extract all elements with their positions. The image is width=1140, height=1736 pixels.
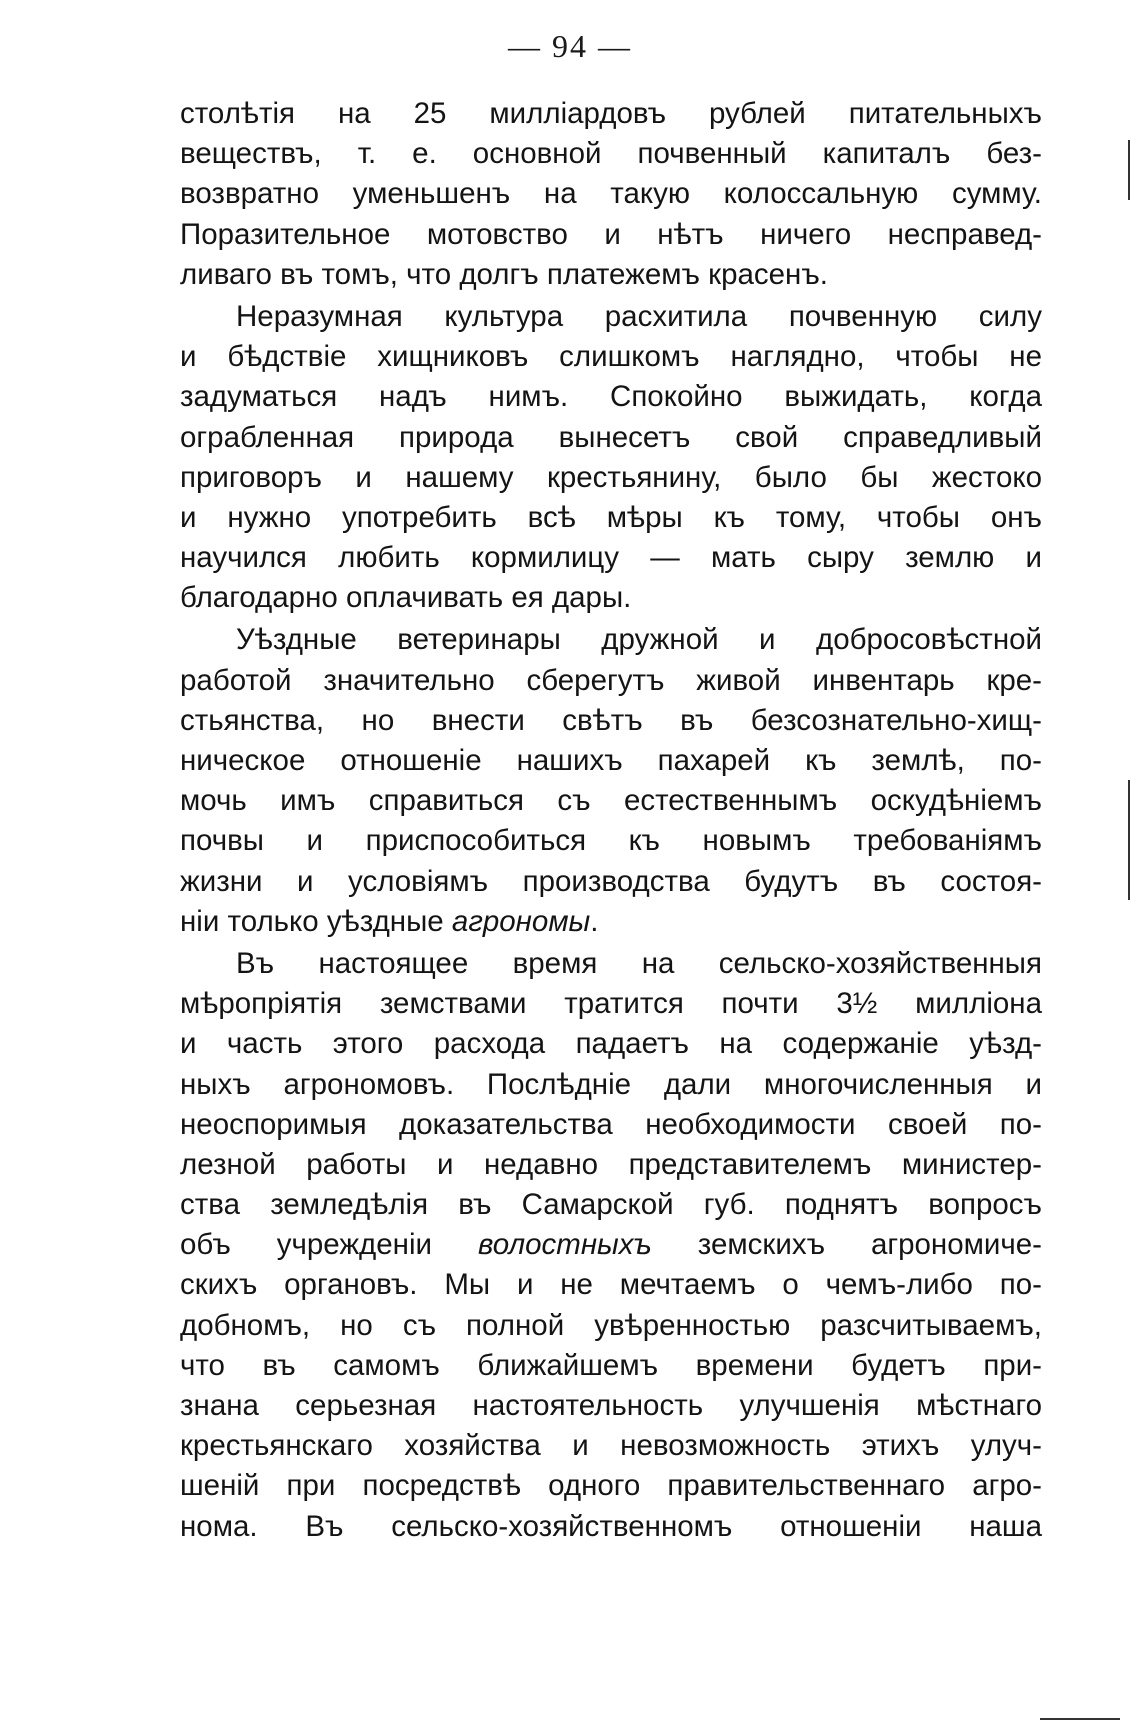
text-line: веществъ, т. е. основной почвенный капиталъ без- [180,137,1042,171]
page-number: — 94 — [508,28,632,64]
text-line: ныхъ агрономовъ. Послѣдніе дали многочисленныя и [180,1067,1042,1101]
text-line: нома. Въ сельско-хозяйственномъ отношеніи наша [180,1509,1042,1543]
text-line: научился любить кормилицу — мать сыру землю и [180,541,1042,575]
text-line: Неразумная культура расхитила почвенную силу [236,299,1042,333]
scan-edge-mark [1128,140,1130,200]
text-line: благодарно оплачивать ея дары. [180,581,632,615]
body-text [180,94,1042,1549]
text-line: крестьянскаго хозяйства и невозможность этихъ улуч- [180,1429,1042,1463]
text-line: Въ настоящее время на сельско-хозяйственныя [236,946,1042,980]
text-line: знана серьезная настоятельность улучшенія мѣстнаго [180,1389,1042,1422]
text-line: почвы и приспособиться къ новымъ требованіямъ [180,824,1042,858]
line-text: . [590,904,599,938]
text-line: ническое отношеніе нашихъ пахарей къ землѣ, по- [180,744,1042,777]
text-line: что въ самомъ ближайшемъ времени будетъ при- [180,1348,1042,1382]
text-line: работой значительно сберегутъ живой инвентарь кре- [180,663,1042,697]
text-line: лезной работы и недавно представителемъ министер- [180,1147,1042,1181]
text-line: задуматься надъ нимъ. Спокойно выжидать, когда [180,380,1042,414]
scan-edge-mark [1040,1718,1120,1720]
text-line: и бѣдствіе хищниковъ слишкомъ наглядно, чтобы не [180,340,1042,374]
text-line: мѣропріятія земствами тратится почти 3½ милліона [180,987,1042,1021]
paragraph [180,620,1042,942]
text-line: Уѣздные ветеринары дружной и добросовѣстной [236,623,1042,657]
text-line: шеній при посредствѣ одного правительственнаго агро- [180,1469,1042,1503]
text-line: ства земледѣлія въ Самарской губ. поднятъ вопросъ [180,1188,1042,1222]
text-line: и часть этого расхода падаетъ на содержаніе уѣзд- [180,1027,1042,1061]
text-line: неоспоримыя доказательства необходимости своей по- [180,1107,1042,1141]
line-text: земскихъ агрономиче- [651,1228,1042,1262]
scan-edge-mark [1128,780,1130,900]
text-line: и нужно употребить всѣ мѣры къ тому, чтобы онъ [180,500,1042,534]
paragraph [180,297,1042,619]
text-line: столѣтія на 25 милліардовъ рублей питательныхъ [180,97,1042,130]
text-line: добномъ, но съ полной увѣренностью разсчитываемъ, [180,1308,1042,1342]
line-text: ніи только уѣздные [180,904,452,938]
text-line: скихъ органовъ. Мы и не мечтаемъ о чемъ-либо по- [180,1268,1042,1302]
text-line: ограбленная природа вынесетъ свой справедливый [180,420,1042,454]
text-line: стьянства, но внести свѣтъ въ безсознательно-хищ- [180,703,1042,737]
text-line: возвратно уменьшенъ на такую колоссальную сумму. [180,177,1042,211]
paragraph [180,94,1042,295]
text-line: Поразительное мотовство и нѣтъ ничего несправед- [180,217,1042,251]
text-line: жизни и условіямъ производства будутъ въ состоя- [180,864,1042,898]
text-line: мочь имъ справиться съ естественнымъ оскудѣніемъ [180,784,1042,818]
text-line: приговоръ и нашему крестьянину, было бы жестоко [180,460,1042,494]
text-line [180,1225,1042,1265]
text-line: ливаго въ томъ, что долгъ платежемъ красенъ. [180,257,828,291]
paragraph [180,944,1042,1547]
text-line [180,902,1042,942]
italic-term: агрономы [451,904,591,938]
line-text: объ учрежденіи [180,1228,478,1262]
italic-term: волостныхъ [477,1228,652,1262]
